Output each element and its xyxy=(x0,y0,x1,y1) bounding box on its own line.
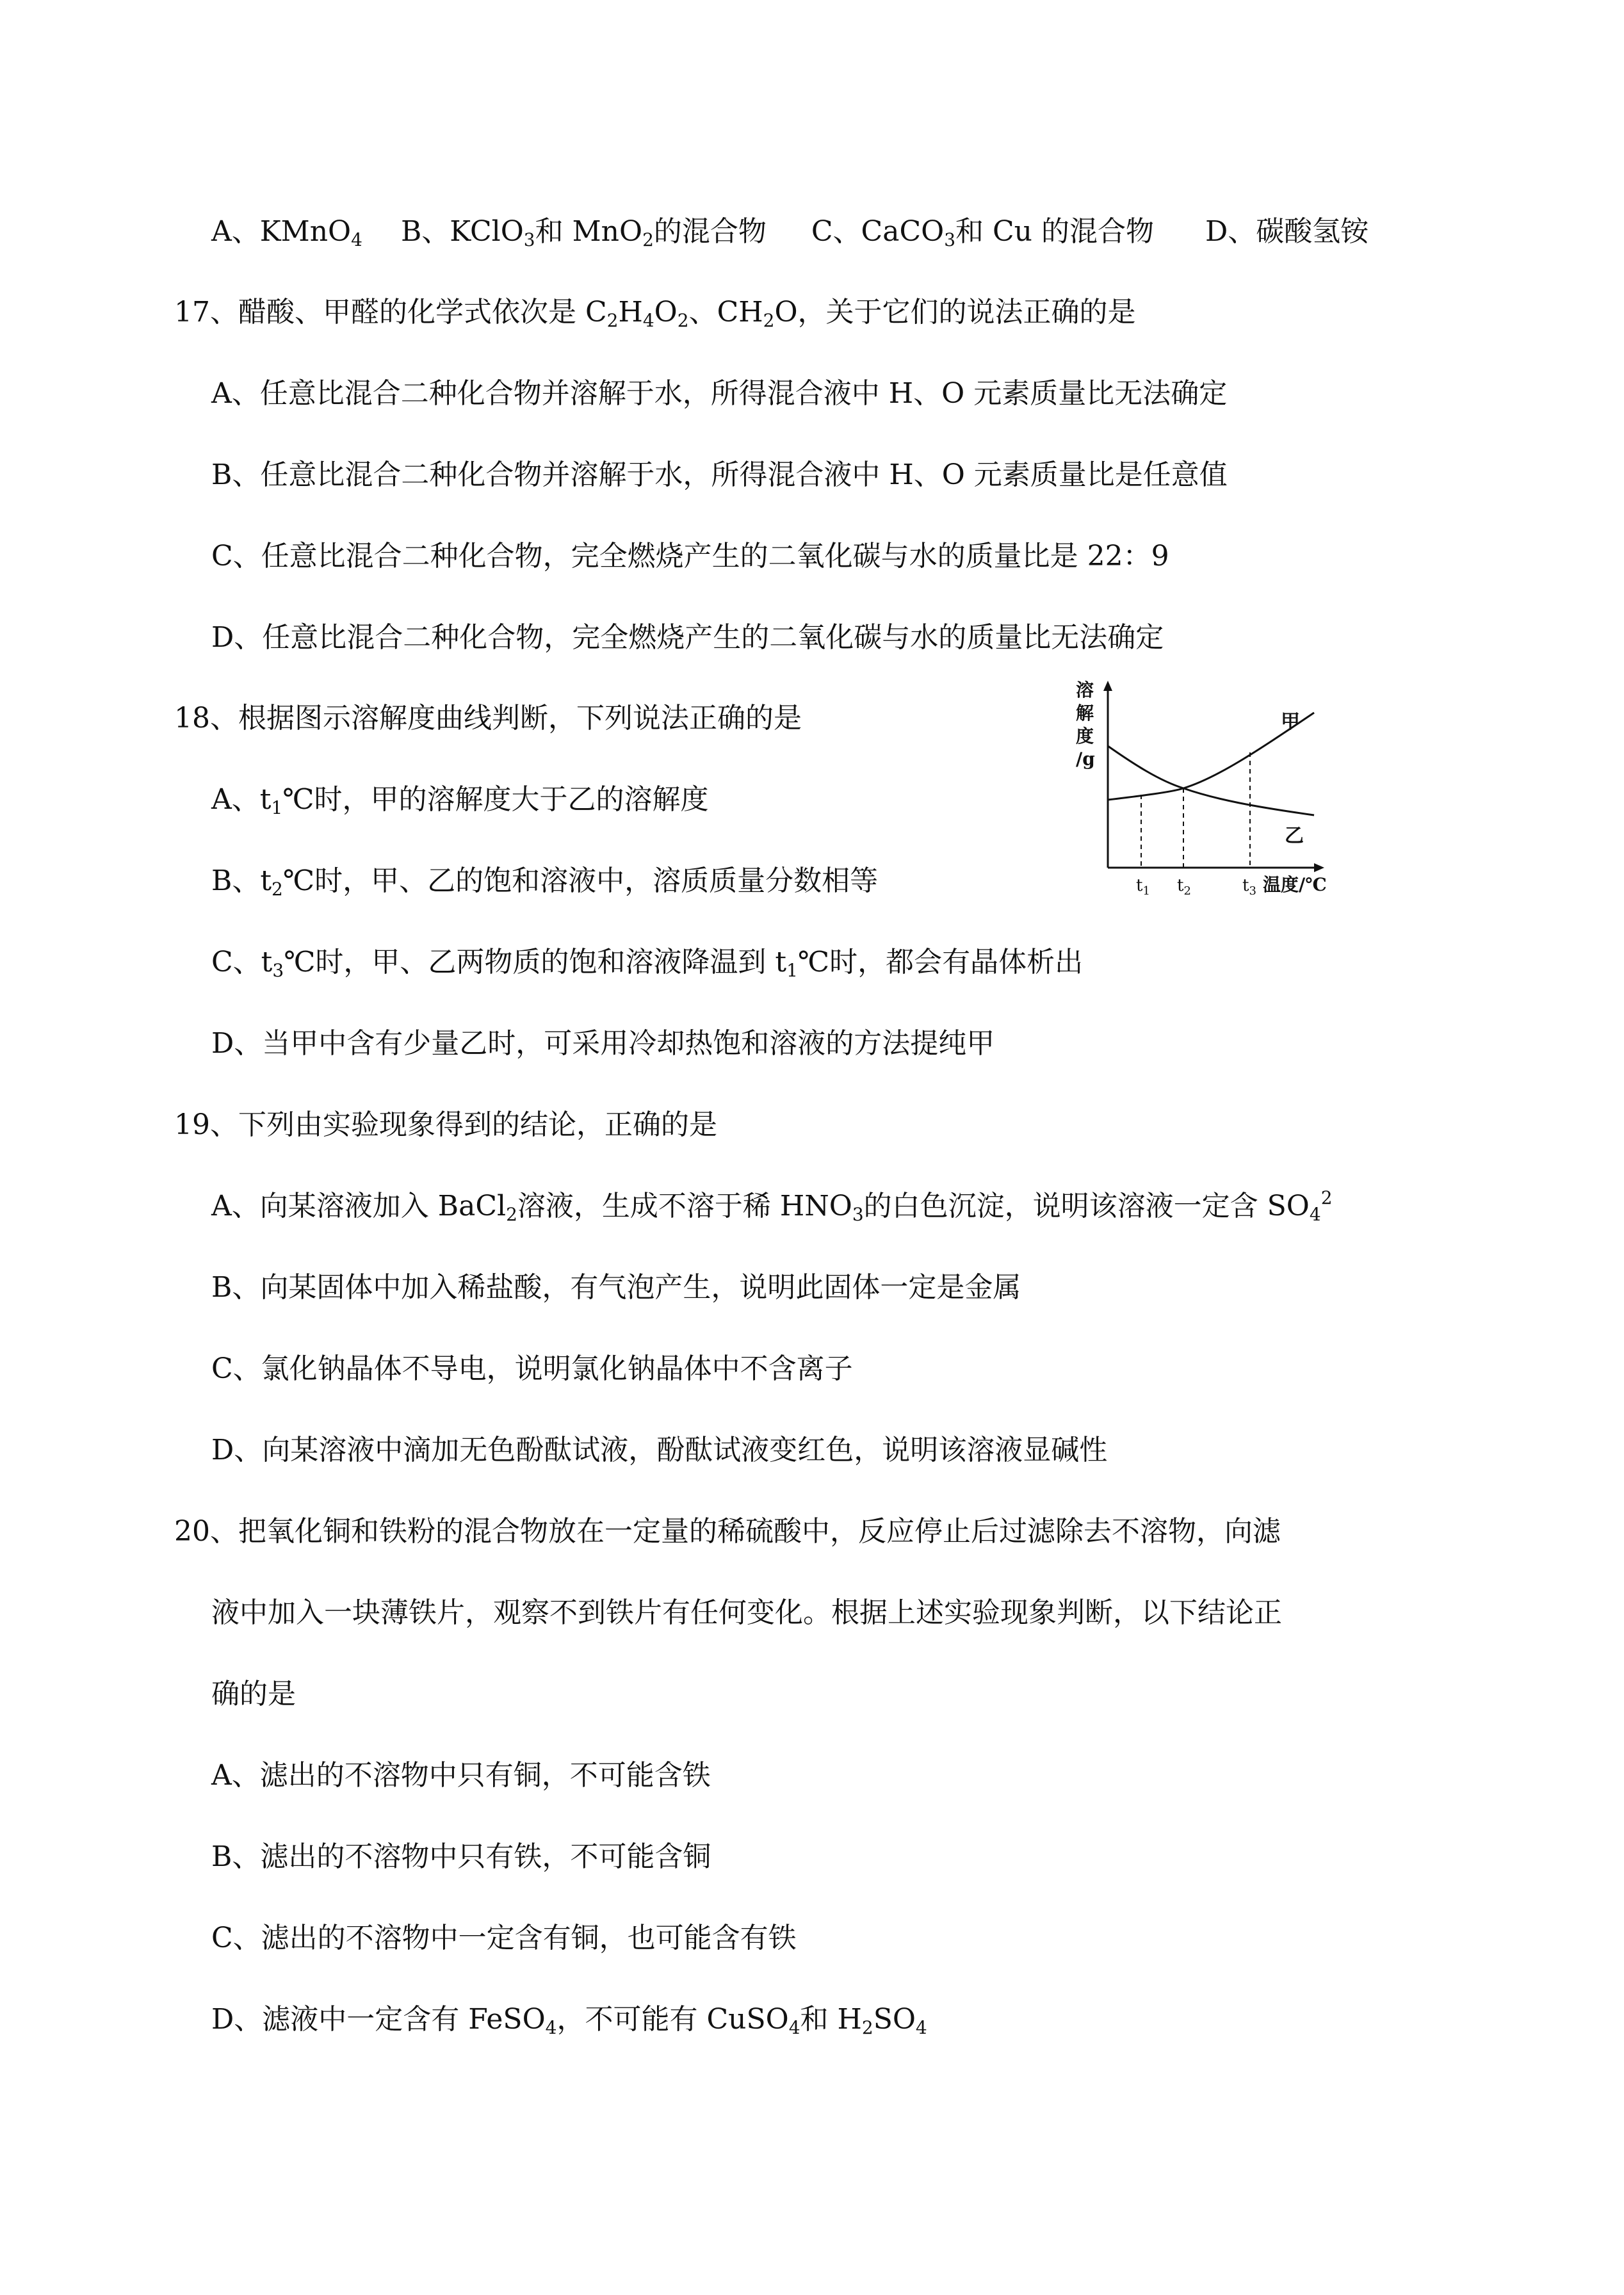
x-axis-arrow xyxy=(1314,863,1324,872)
q20-option-a: A、滤出的不溶物中只有铜，不可能含铁 xyxy=(211,1759,711,1792)
q18-option-c: C、$t_3℃$时，甲、乙两物质的饱和溶液降温到 $t_1℃$时，都会有晶体析出 xyxy=(211,946,1084,981)
q17-option-c: C、任意比混合二种化合物，完全燃烧产生的二氧化碳与水的质量比是 22：9 xyxy=(211,540,1169,572)
q20-option-b: B、滤出的不溶物中只有铁，不可能含铜 xyxy=(211,1840,711,1873)
q20-option-c: C、滤出的不溶物中一定含有铜，也可能含有铁 xyxy=(211,1922,797,1954)
q16-option-a: A、KMnO$_4$ xyxy=(211,215,362,250)
tick-t2: $t_2$ xyxy=(1177,876,1191,898)
y-label-3: 度 xyxy=(1076,726,1094,747)
q19-option-c: C、氯化钠晶体不导电，说明氯化钠晶体中不含离子 xyxy=(211,1352,853,1385)
q20-stem-line-3: 确的是 xyxy=(211,1678,296,1710)
tick-t1: $t_1$ xyxy=(1136,876,1150,898)
q16-options-row xyxy=(211,215,1369,250)
q16-option-c: C、CaCO$_3$和 Cu 的混合物 xyxy=(811,215,1155,250)
curve-jia-label: 甲 xyxy=(1281,711,1300,733)
q17-stem: 17、醋酸、甲醛的化学式依次是 $C_2H_4O_2$、$CH_2O$，关于它们的说法正确的是 xyxy=(174,296,1136,331)
q18-option-d: D、当甲中含有少量乙时，可采用冷却热饱和溶液的方法提纯甲 xyxy=(211,1027,995,1060)
y-label-2: 解 xyxy=(1076,702,1094,724)
q20-stem-line-1: 20、把氧化铜和铁粉的混合物放在一定量的稀硫酸中，反应停止后过滤除去不溶物，向滤 xyxy=(174,1515,1281,1548)
q18-option-b: B、$t_2℃$时，甲、乙的饱和溶液中，溶质质量分数相等 xyxy=(211,864,879,900)
q17-option-d: D、任意比混合二种化合物，完全燃烧产生的二氧化碳与水的质量比无法确定 xyxy=(211,621,1164,654)
q20-stem-line-2: 液中加入一块薄铁片，观察不到铁片有任何变化。根据上述实验现象判断，以下结论正 xyxy=(211,1596,1282,1629)
q20-option-d: D、滤液中一定含有 FeSO$_4$，不可能有 CuSO$_4$和 $H_2SO_4$ xyxy=(211,2003,927,2038)
curve-yi xyxy=(1108,746,1314,815)
q18-option-a: A、$t_1℃$时，甲的溶解度大于乙的溶解度 xyxy=(211,783,709,818)
y-label-1: 溶 xyxy=(1076,679,1094,701)
tick-t3: $t_3$ xyxy=(1242,876,1256,898)
q19-option-b: B、向某固体中加入稀盐酸，有气泡产生，说明此固体一定是金属 xyxy=(211,1271,1021,1304)
q17-option-b: B、任意比混合二种化合物并溶解于水，所得混合液中 H、O 元素质量比是任意值 xyxy=(211,458,1228,491)
solubility-curve-figure xyxy=(1050,676,1358,906)
q19-option-a: A、向某溶液加入 BaCl$_2$溶液，生成不溶于稀 $HNO_3$的白色沉淀，说明该溶液一定含 $SO_4^2$ xyxy=(211,1187,1333,1225)
q16-option-b: B、KClO$_3$和 MnO$_2$的混合物 xyxy=(400,215,767,250)
y-label-4: /g xyxy=(1076,749,1095,770)
q16-option-d: D、碳酸氢铵 xyxy=(1205,215,1369,248)
q17-option-a: A、任意比混合二种化合物并溶解于水，所得混合液中 H、O 元素质量比无法确定 xyxy=(211,377,1228,410)
curve-yi-label: 乙 xyxy=(1285,825,1304,847)
q18-stem: 18、根据图示溶解度曲线判断，下列说法正确的是 xyxy=(174,702,802,734)
y-axis-arrow xyxy=(1103,681,1112,691)
q19-option-d: D、向某溶液中滴加无色酚酞试液，酚酞试液变红色，说明该溶液显碱性 xyxy=(211,1434,1108,1466)
x-label: 温度/℃ xyxy=(1263,874,1327,895)
q19-stem: 19、下列由实验现象得到的结论，正确的是 xyxy=(174,1108,717,1141)
